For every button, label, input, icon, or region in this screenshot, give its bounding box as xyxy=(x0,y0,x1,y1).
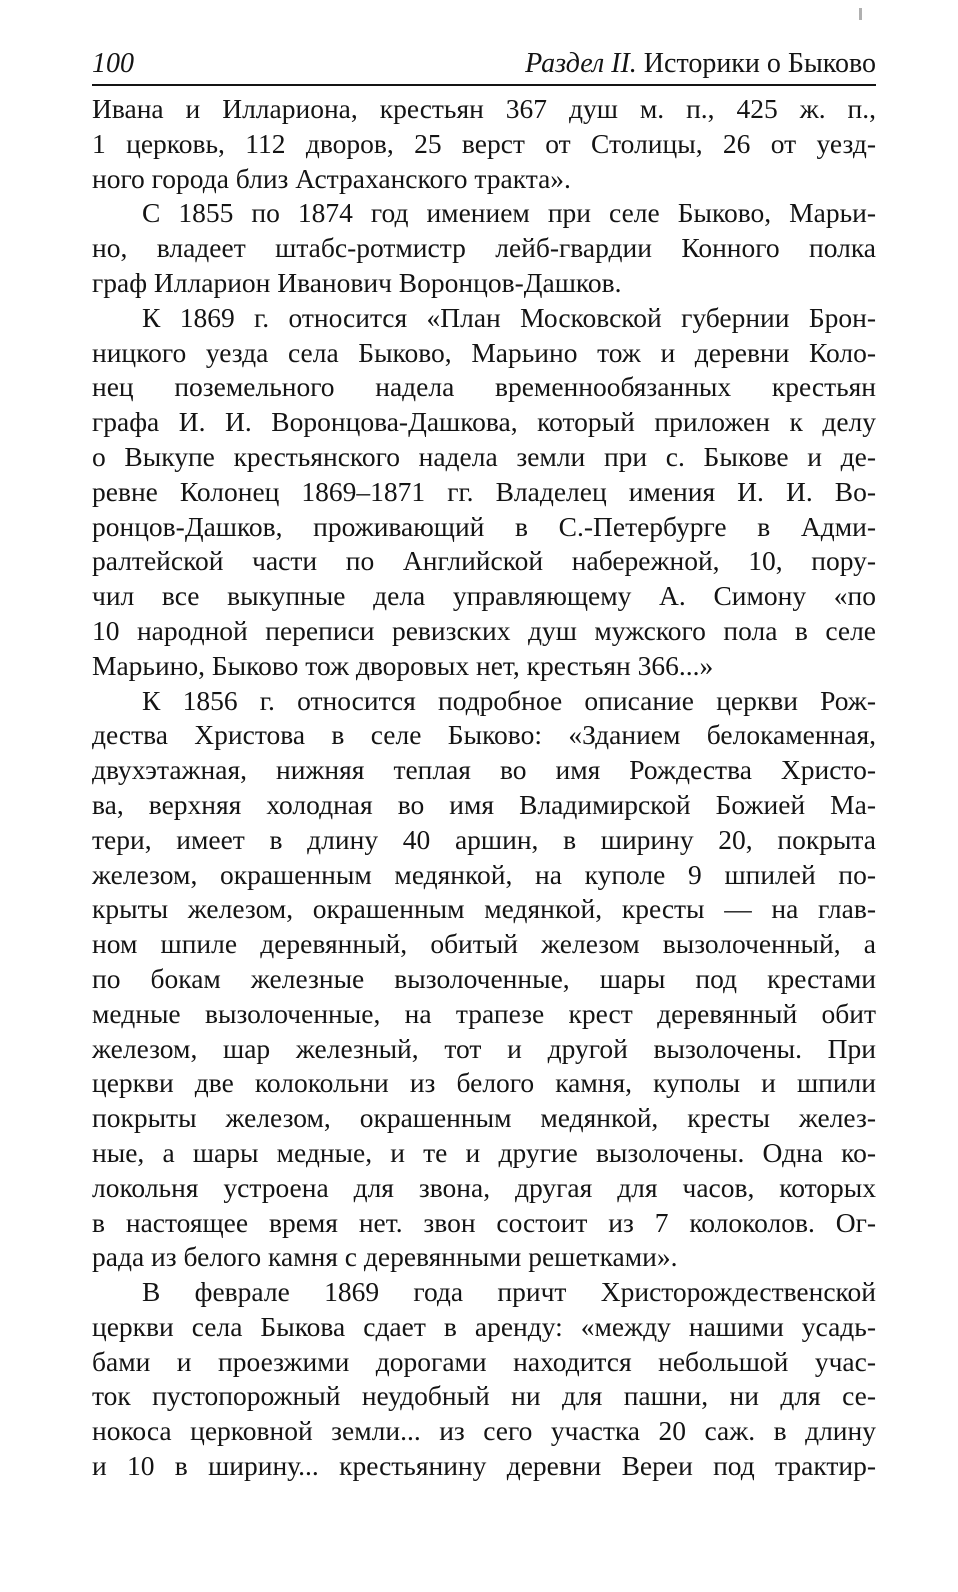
text-line: ного города близ Астраханского тракта». xyxy=(92,162,571,194)
text-line: покрыты железом, окрашенным медянкой, кресты желез- xyxy=(92,1102,876,1134)
text-line: ток пустопорожный неудобный ни для пашни, ни для се- xyxy=(92,1380,876,1412)
body-text xyxy=(92,92,876,1484)
text-line: крыты железом, окрашенным медянкой, кресты — на глав- xyxy=(92,893,876,925)
text-line: 10 народной переписи ревизских душ мужского пола в селе xyxy=(92,614,876,646)
text-line: графа И. И. Воронцова-Дашкова, который приложен к делу xyxy=(92,406,876,438)
text-line: тери, имеет в длину 40 аршин, в ширину 20, покрыта xyxy=(92,823,876,855)
text-line: нец поземельного надела временнообязанных крестьян xyxy=(92,371,876,403)
text-line: церкви две колокольни из белого камня, куполы и шпили xyxy=(92,1067,876,1099)
text-line: нокоса церковной земли... из сего участка 20 саж. в длину xyxy=(92,1415,876,1447)
text-line: 1 церковь, 112 дворов, 25 верст от Столицы, 26 от уезд- xyxy=(92,127,876,159)
text-line: железом, окрашенным медянкой, на куполе 9 шпилей по- xyxy=(92,858,876,890)
section-title: Историки о Быково xyxy=(643,48,876,79)
text-line: ронцов-Дашков, проживающий в С.-Петербурге в Адми- xyxy=(92,510,876,542)
text-line: но, владеет штабс-ротмистр лейб-гвардии Конного полка xyxy=(92,232,876,264)
text-line: В феврале 1869 года причт Христорождественской xyxy=(142,1276,876,1308)
text-line: ные, а шары медные, и те и другие вызолочены. Одна ко- xyxy=(92,1136,876,1168)
text-line: ва, верхняя холодная во имя Владимирской Божией Ма- xyxy=(92,788,876,820)
book-page xyxy=(92,46,876,1484)
text-line: ралтейской части по Английской набережной, 10, пору- xyxy=(92,545,876,577)
text-line: двухэтажная, нижняя теплая во имя Рождества Христо- xyxy=(92,754,876,786)
text-line: локольня устроена для звона, другая для часов, которых xyxy=(92,1171,876,1203)
text-line: С 1855 по 1874 год имением при селе Быково, Марьи- xyxy=(142,197,876,229)
text-line: ницкого уезда села Быково, Марьино тож и деревни Коло- xyxy=(92,336,876,368)
text-line: железом, шар железный, тот и другой вызолочены. При xyxy=(92,1032,876,1064)
text-line: и 10 в ширину... крестьянину деревни Вереи под трактир- xyxy=(92,1450,876,1482)
text-line: К 1869 г. относится «План Московской губернии Брон- xyxy=(142,301,876,333)
text-line: бами и проезжими дорогами находится небольшой учас- xyxy=(92,1345,876,1377)
text-line: по бокам железные вызолоченные, шары под крестами xyxy=(92,962,876,994)
text-line: медные вызолоченные, на трапезе крест деревянный обит xyxy=(92,997,876,1029)
text-line: Ивана и Иллариона, крестьян 367 душ м. п., 425 ж. п., xyxy=(92,93,876,124)
section-header xyxy=(525,46,876,82)
text-line: граф Илларион Иванович Воронцов-Дашков. xyxy=(92,266,622,298)
text-line: о Выкупе крестьянского надела земли при с. Быкове и де- xyxy=(92,440,876,472)
scan-edge-mark xyxy=(859,8,862,20)
text-line: в настоящее время нет. звон состоит из 7 колоколов. Ог- xyxy=(92,1206,876,1238)
text-line: ном шпиле деревянный, обитый железом вызолоченный, а xyxy=(92,928,876,960)
running-header xyxy=(92,46,876,86)
text-line: Марьино, Быково тож дворовых нет, крестьян 366...» xyxy=(92,649,714,681)
text-line: ревне Колонец 1869–1871 гг. Владелец имения И. И. Во- xyxy=(92,475,876,507)
text-line: чил все выкупные дела управляющему А. Симону «по xyxy=(92,580,876,612)
text-line: рада из белого камня с деревянными решетками». xyxy=(92,1241,678,1273)
text-line: дества Христова в селе Быково: «Зданием белокаменная, xyxy=(92,719,876,751)
text-line: К 1856 г. относится подробное описание церкви Рож- xyxy=(142,684,876,716)
section-label: Раздел II. xyxy=(525,48,637,79)
text-line: церкви села Быкова сдает в аренду: «между нашими усадь- xyxy=(92,1310,876,1342)
page-number: 100 xyxy=(92,48,134,79)
